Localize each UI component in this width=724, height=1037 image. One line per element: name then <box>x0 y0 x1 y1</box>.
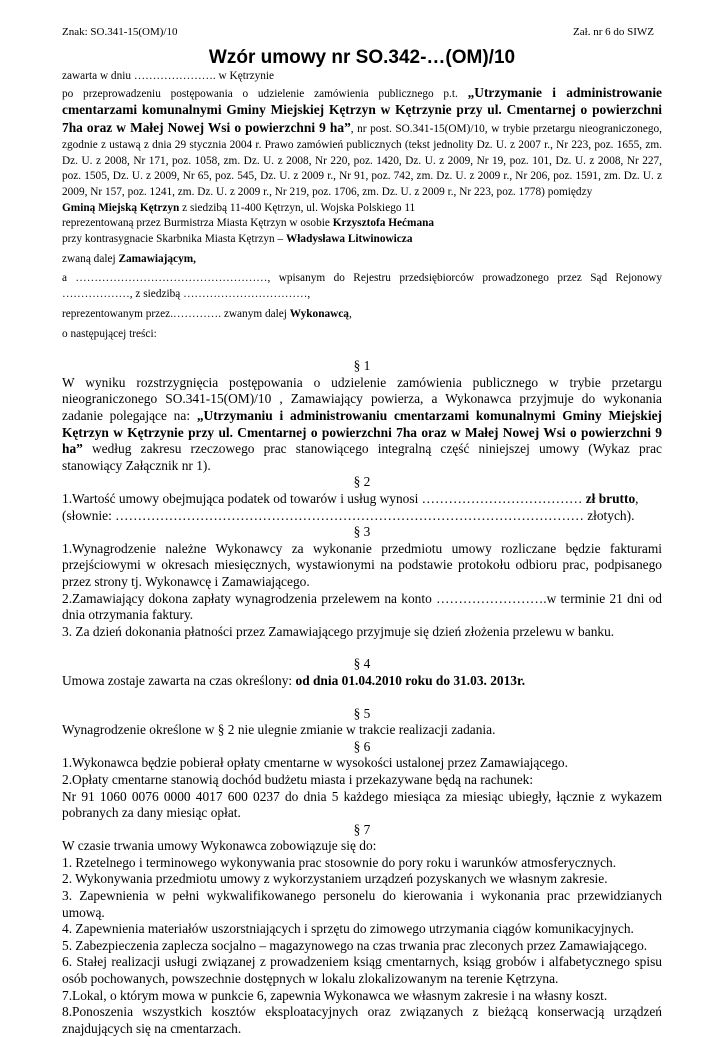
page-header <box>62 26 662 38</box>
contract-place-date: zawarta w dniu …………………. w Kętrzynie <box>62 70 275 82</box>
party-countersign: przy kontrasygnacie Skarbnika Miasta Kętrzyn – Władysława Litwinowicza <box>62 233 413 246</box>
section-1 <box>62 358 662 474</box>
section-1-text: W wyniku rozstrzygnięcia postępowania o udzielenie zamówienia publicznego w trybie przetargu nieograniczonego SO.341-15(OM)/10 , Zamawiający powierza, a Wykonawca przyjmuje do wykonania zadanie polegające na: „Utrzymaniu i administrowaniu cmentarzami komunalnymi Gminy Miejskiej Kętrzyn w Kętrzynie przy ul. Cmentarnej o powierzchni 7ha oraz w Małej Nowej Wsi o powierzchni 9 ha” według zakresu rzeczowego prac stanowiącego integralną część niniejszej umowy (Wykaz prac stanowiący Załącznik nr 1). <box>62 374 662 473</box>
party-representative: reprezentowaną przez Burmistrza Miasta Kętrzyn w osobie Krzysztofa Hećmana <box>62 217 435 230</box>
obligation-2: 2. Wykonywania przedmiotu umowy z wykorzystaniem urządzeń pozyskanych we własnym zakresie. <box>62 871 608 887</box>
obligation-6: 6. Stałej realizacji usługi związanej z prowadzeniem ksiąg cmentarnych, ksiąg grobów i alfabetycznego spisu osób pochowanych, powszechnie dostępnych w lokalu zlokalizowanym na terenie Kętrzyna. <box>62 954 662 987</box>
document-title: Wzór umowy nr SO.342-…(OM)/10 <box>208 47 516 68</box>
contract-value-words: (słownie: …………………………………………………………………………………………… złotych). <box>62 507 635 523</box>
obligation-3: 3. Zapewnienia w pełni wykwalifikowanego personelu do kierowania i wykonania prac przewidzianych umową. <box>62 888 662 920</box>
section-4-heading: § 4 <box>353 656 371 672</box>
section-2 <box>62 474 662 524</box>
employer-label: zwaną dalej Zamawiającym, <box>62 252 196 265</box>
section-1-heading: § 1 <box>353 358 371 374</box>
obligation-1: 1. Rzetelnego i terminowego wykonywania prac stosownie do pory roku i warunków atmosferycznych. <box>62 854 617 870</box>
section-5 <box>62 706 662 739</box>
obligation-5: 5. Zabezpieczenia zaplecza socjalno – magazynowego na czas trwania prac zleconych przez Zamawiającego. <box>62 937 648 953</box>
content-intro: o następującej treści: <box>62 327 157 340</box>
section-6 <box>62 739 662 822</box>
contractor-registration: a ……………………………………………, wpisanym do Rejestru przedsiębiorców prowadzonego przez Sąd Rejonowy ………………, z siedzibą ……………………………, <box>62 272 662 301</box>
section-6-item-2: 2.Opłaty cmentarne stanowią dochód budżetu miasta i przekazywane będą na rachunek: <box>62 771 534 787</box>
obligation-7: 7.Lokal, o którym mowa w punkcie 6, zapewnia Wykonawca we własnym zakresie i na własny koszt. <box>62 987 608 1003</box>
reference-sign: Znak: SO.341-15(OM)/10 <box>62 26 178 38</box>
section-7-heading: § 7 <box>353 821 371 837</box>
section-3-heading: § 3 <box>353 524 371 540</box>
bank-account: Nr 91 1060 0076 0000 4017 600 0237 do dnia 5 każdego miesiąca za miesiąc ubiegły, łącznie z wykazem pobranych za dany miesiąc opłat. <box>62 788 662 821</box>
section-4 <box>62 656 662 689</box>
obligation-4: 4. Zapewnienia materiałów uszorstniających i sprzętu do zimowego utrzymania ciągów komunikacyjnych. <box>62 921 634 937</box>
section-3-item-2: 2.Zamawiający dokona zapłaty wynagrodzenia przelewem na konto …………………….w terminie 21 dni od dnia otrzymania faktury. <box>62 590 662 623</box>
obligation-8: 8.Ponoszenia wszystkich kosztów eksploatacyjnych oraz związanych z bieżącą konserwacją urządzeń znajdujących się na cmentarzach. <box>62 1004 662 1036</box>
contractor-representative: reprezentowanym przez.…………. zwanym dalej Wykonawcą, <box>62 307 352 320</box>
section-5-heading: § 5 <box>353 705 371 721</box>
contract-subject: „Utrzymanie i administrowanie cmentarzami komunalnymi Gminy Miejskiej Kętrzyn w Kętrzynie przy ul. Cmentarnej o powierzchni 7ha oraz w Małej Nowej Wsi o powierzchni 9 ha” <box>62 84 663 136</box>
section-3 <box>62 524 662 640</box>
contract-period: Umowa zostaje zawarta na czas określony: od dnia 01.04.2010 roku do 31.03. 2013r. <box>62 672 526 688</box>
procedure-paragraph: po przeprowadzeniu postępowania o udzielenie zamówienia publicznego p.t. „Utrzymanie i administrowanie cmentarzami komunalnymi Gminy Miejskiej Kętrzyn w Kętrzynie przy ul. Cmentarnej o powierzchni 7ha oraz w Małej Nowej Wsi o powierzchni 9 ha”, nr post. SO.341-15(OM)/10, w trybie przetargu nieograniczonego, zgodnie z ustawą z dnia 29 stycznia 2004 r. Prawo zamówień publicznych (tekst jednolity Dz. U. z 2007 r., Nr 223, poz. 1655, zm. Dz. U. z 2008, Nr 171, poz. 1058, zm. Dz. U. z 2008, Nr 220, poz. 1420, Dz. U. z 2009, Nr 19, poz. 101, Dz. U. z 2008, Nr 227, poz. 1505, Dz. U. z 2009, Nr 65, poz. 545, Dz. U. z 2009 r., Nr 91, poz. 742, zm. Dz. U. z 2009 r., Nr 206, poz. 1591, zm. Dz. U. z 2009, Nr 157, poz. 1241, zm. Dz. U. z 2009 r., Nr 219, poz. 1706, zm. Dz. U. z 2009 r., Nr 223, poz. 1778) pomiędzy <box>62 84 663 198</box>
intro-section <box>62 69 662 342</box>
section-7-intro: W czasie trwania umowy Wykonawca zobowiązuje się do: <box>62 838 377 854</box>
contract-value: 1.Wartość umowy obejmująca podatek od towarów i usług wynosi ……………………………… zł brutto, <box>62 491 639 506</box>
section-3-item-3: 3. Za dzień dokonania płatności przez Zamawiającego przyjmuje się dzień złożenia przelewu w banku. <box>62 623 615 639</box>
section-6-heading: § 6 <box>353 738 371 754</box>
section-6-item-1: 1.Wykonawca będzie pobierał opłaty cmentarne w wysokości ustalonej przez Zamawiającego. <box>62 755 568 771</box>
party-municipality: Gminą Miejską Kętrzyn z siedzibą 11-400 Kętrzyn, ul. Wojska Polskiego 11 <box>62 201 416 214</box>
section-7 <box>62 822 662 1037</box>
section-3-item-1: 1.Wynagrodzenie należne Wykonawcy za wykonanie przedmiotu umowy rozliczane będzie fakturami przejściowymi w okresach miesięcznych, wystawionymi na podstawie protokołu odbioru prac, podpisanego przez strony tj. Wykonawcę i Zamawiającego. <box>62 540 662 589</box>
attachment-note: Zał. nr 6 do SIWZ <box>573 26 654 38</box>
section-2-heading: § 2 <box>353 474 371 490</box>
section-5-text: Wynagrodzenie określone w § 2 nie ulegnie zmianie w trakcie realizacji zadania. <box>62 722 496 738</box>
